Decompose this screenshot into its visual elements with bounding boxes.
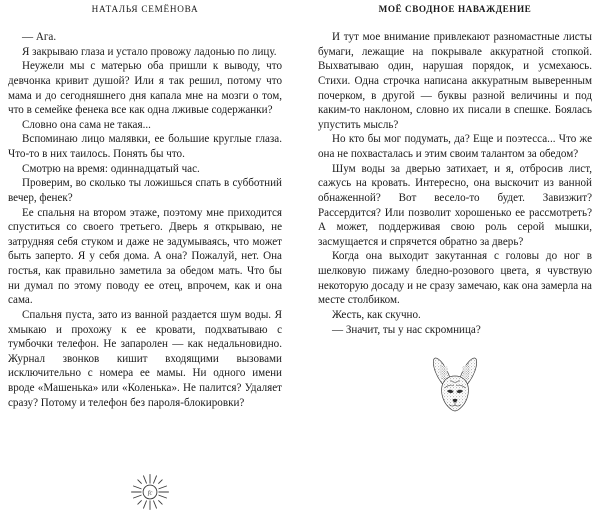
paragraph: Но кто бы мог подумать, да? Еще и поэтесса... Что же она не похвасталась и этим своим талантом за обедом? — [318, 133, 592, 160]
paragraph: Спальня пуста, зато из ванной раздается шум воды. Я хмыкаю и прохожу к ее кровати, подхватываю с тумбочки телефон. Не запаролен — как недальновидно. Журнал звонков кишит входящими вызовами исключительно с номера ее мамы. Ни одного имени вроде «Машенька» или «Коленька». Не палится? Удаляет сразу? Потому и телефон без пароля-блокировки? — [8, 308, 282, 409]
fennec-fox-head-icon — [420, 354, 490, 424]
paragraph: Я закрываю глаза и устало провожу ладонью по лицу. — [22, 45, 277, 58]
sun-ornament — [0, 468, 300, 512]
left-page-body — [8, 30, 282, 410]
sun-ornament-icon — [122, 472, 178, 512]
paragraph: — Ага. — [22, 31, 57, 43]
paragraph: Смотрю на время: одиннадцатый час. — [22, 162, 200, 175]
paragraph: Вспоминаю лицо малявки, ее большие круглые глаза. Что-то в них таилось. Понять бы что. — [8, 133, 282, 160]
right-page — [300, 0, 600, 520]
svg-text:fc: fc — [147, 489, 153, 497]
paragraph: Жесть, как скучно. — [332, 308, 421, 321]
right-page-running-head: МОЁ СВОДНОЕ НАВАЖДЕНИЕ — [378, 4, 532, 14]
paragraph: Неужели мы с матерью оба пришли к выводу, что девчонка кривит душой? Или я так решил, потому что мама и до сегодняшнего дня капала мне на мозги о том, что в семейке фенека все как одна лживые содержанки? — [8, 60, 282, 117]
paragraph: — Значит, ты у нас скромница? — [332, 323, 481, 336]
paragraph: И тут мое внимание привлекают разномастные листы бумаги, лежащие на покрывале аккуратной стопкой. Выхватываю один, нарушая порядок, и усмехаюсь. Стихи. Одна строчка написана аккуратным выверенным почерком, в другой — буквы разной величины и под каким-то наклоном, словно их писали в спешке. Боялась упустить мысль? — [318, 31, 592, 131]
paragraph: Шум воды за дверью затихает, и я, отбросив лист, сажусь на кровать. Интересно, она выскочит из ванной обнаженной? Вот весело-то будет. Завизжит? Рассердится? Или позволит хорошенько ее рассмотреть? А может, поддерживая свою роль серой мышки, засмущается и спрячется обратно за дверь? — [318, 162, 592, 248]
paragraph: Проверим, во сколько ты ложишься спать в субботний вечер, фенек? — [8, 177, 282, 204]
left-page-running-head: НАТАЛЬЯ СЕМЁНОВА — [91, 4, 199, 14]
right-page-body — [318, 30, 592, 337]
paragraph: Ее спальня на втором этаже, поэтому мне приходится спуститься со своего третьего. Дверь я открываю, не затрудняя себя стуком и даже не задумываясь, что может быть заперто. Я у себя дома. А она? Пожалуй, нет. Она гостья, как правильно заметила за обедом мать. Что бы ни думал по этому поводу ее отец, впрочем, как и она сама. — [8, 206, 282, 307]
paragraph: Словно она сама не такая... — [22, 118, 151, 131]
paragraph: Когда она выходит закутанная с головы до ног в шелковую пижаму бледно-розового цвета, я чувствую некоторую досаду и не сразу замечаю, как она замерла на месте столбиком. — [318, 250, 592, 307]
